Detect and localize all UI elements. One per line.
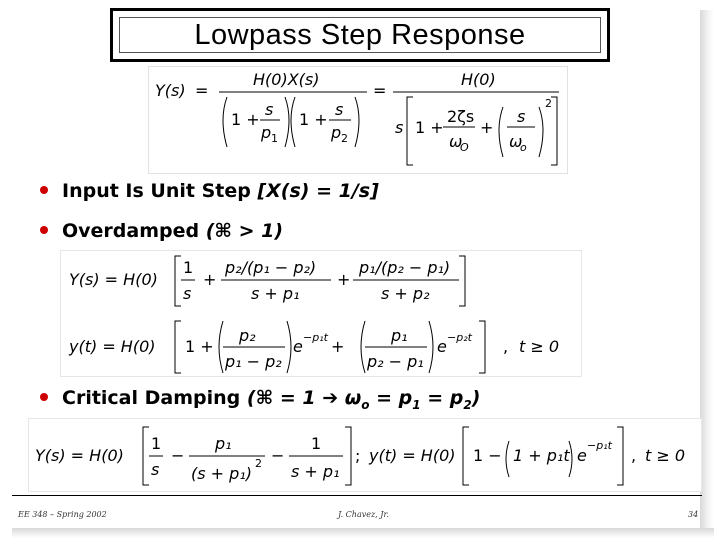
footer-course: EE 348 – Spring 2002	[18, 510, 107, 519]
eq1-wo-sub: O	[460, 141, 469, 154]
eq1-p2: p	[331, 123, 342, 142]
eq1-1c: 1 +	[415, 118, 444, 137]
eq1-num: H(0)X(s)	[253, 70, 320, 89]
eq4-exp: −p₁t	[587, 439, 612, 452]
bullet-critical-damping	[40, 387, 480, 412]
eq1-paren-l1	[223, 97, 227, 147]
eq4-1: 1	[151, 434, 162, 453]
bullet-3-open: (⌘ = 1	[246, 387, 323, 409]
eq3-1: 1 +	[185, 337, 214, 356]
eq1-num2: H(0)	[461, 70, 496, 89]
eq2-den1: s + p₁	[251, 284, 300, 303]
eq1-paren-r3	[539, 107, 543, 157]
eq1-paren-l3	[499, 107, 503, 157]
eq4-rhs: y(t) = H(0)	[369, 446, 456, 465]
eq4-1c: 1 −	[473, 446, 502, 465]
eq3-p2: p₂	[239, 326, 256, 345]
equation-2-3	[60, 250, 582, 377]
footer-page-number: 34	[688, 510, 699, 519]
bullet-3-omega-sub: o	[361, 397, 370, 412]
eq2-bracket-l	[175, 256, 181, 306]
eq1-wo: ω	[449, 132, 463, 151]
eq2-num1: p₂/(p₁ − p₂)	[225, 258, 317, 277]
equation-4	[28, 418, 702, 492]
eq1-1a: 1 +	[231, 110, 260, 129]
eq3-den2: p₂ − p₁	[367, 352, 424, 371]
slide-shadow-right	[700, 10, 714, 536]
bullet-2-italic: (⌘ > 1)	[205, 220, 284, 242]
bullet-dot	[40, 186, 48, 194]
equation-4-svg	[29, 419, 701, 491]
bullet-3-omega: ω	[338, 387, 362, 409]
eq4-sq: 2	[255, 457, 262, 470]
bullet-dot	[40, 393, 48, 401]
eq3-den1: p₁ − p₂	[225, 352, 282, 371]
bullet-dot	[40, 226, 48, 234]
eq4-bracket-l1	[143, 427, 149, 485]
eq3-paren-r2	[429, 321, 433, 373]
eq4-bracket-l2	[463, 427, 469, 485]
eq3-lhs: y(t) = H(0)	[69, 337, 156, 356]
eq4-e: e	[577, 446, 587, 465]
eq4-inner: 1 + p₁t	[513, 446, 570, 465]
slide-title: Lowpass Step Response	[194, 19, 526, 51]
eq4-minus2: −	[271, 446, 285, 465]
footer-author: J. Chavez, Jr.	[338, 510, 389, 519]
eq2-num2: p₁/(p₂ − p₁)	[359, 258, 451, 277]
arrow-right-icon: ➔	[322, 387, 339, 409]
eq3-p1: p₁	[391, 326, 408, 345]
eq3-exp2: −p₂t	[447, 331, 472, 344]
eq1-eq: =	[195, 81, 209, 100]
eq1-wo2: ω	[509, 132, 523, 151]
eq1-sq: 2	[545, 97, 552, 110]
eq3-e1: e	[293, 337, 303, 356]
eq4-den1: (s + p₁)	[191, 464, 252, 483]
eq2-plus2: +	[337, 270, 351, 289]
bullet-2-text: Overdamped	[62, 220, 206, 242]
eq2-1: 1	[183, 258, 194, 277]
eq1-Ys: Y(s)	[155, 81, 186, 100]
eq1-s: s	[395, 118, 404, 137]
eq3-e2: e	[437, 337, 447, 356]
eq1-s3: s	[517, 107, 526, 126]
eq4-cond: t ≥ 0	[645, 446, 686, 465]
eq2-plus1: +	[203, 270, 217, 289]
eq3-cond: t ≥ 0	[519, 337, 560, 356]
bullet-1-italic: [X(s) = 1/s]	[257, 180, 379, 202]
title-box	[110, 8, 610, 62]
eq2-den2: s + p₂	[381, 284, 430, 303]
eq4-bracket-r2	[617, 427, 623, 485]
eq4-lhs: Y(s) = H(0)	[35, 446, 124, 465]
eq1-paren-r2	[355, 97, 359, 147]
bullet-3-eq1: = p	[369, 387, 413, 409]
eq4-comma: ,	[631, 446, 637, 465]
bullet-3-p1-sub: 1	[412, 397, 421, 412]
eq1-paren-l2	[291, 97, 295, 147]
eq3-plus: +	[331, 337, 345, 356]
eq4-paren-l	[506, 441, 509, 477]
slide-bottom-rule	[12, 495, 702, 496]
eq4-minus1: −	[171, 446, 185, 465]
eq4-p1: p₁	[215, 434, 232, 453]
eq2-lhs: Y(s) = H(0)	[69, 270, 158, 289]
equation-1-svg	[149, 67, 567, 173]
eq3-paren-l2	[361, 321, 365, 373]
eq1-bracket-l	[407, 97, 413, 165]
eq2-s: s	[183, 284, 192, 303]
eq3-bracket-l	[175, 321, 181, 373]
eq4-den2: s + p₁	[291, 462, 340, 481]
eq1-1b: 1 +	[299, 110, 328, 129]
eq3-comma: ,	[503, 337, 509, 356]
eq1-plus: +	[480, 118, 494, 137]
eq4-s: s	[151, 460, 160, 479]
eq1-p1-sub: 1	[271, 132, 278, 145]
eq1-p2-sub: 2	[341, 132, 348, 145]
eq1-p1: p	[261, 123, 272, 142]
eq3-paren-l1	[219, 321, 223, 373]
eq3-paren-r1	[287, 321, 291, 373]
equation-1	[148, 66, 568, 174]
bullet-1-text: Input Is Unit Step	[62, 180, 258, 202]
bullet-3-text: Critical Damping	[62, 387, 247, 409]
eq3-bracket-r	[479, 321, 485, 373]
eq1-s1: s	[265, 100, 274, 119]
eq1-wo2-sub: o	[520, 141, 527, 154]
eq4-semi: ;	[355, 446, 361, 465]
bullet-overdamped	[40, 220, 283, 242]
bullet-3-eq2: = p	[420, 387, 464, 409]
bullet-input-unit-step	[40, 180, 379, 202]
eq2-bracket-r	[459, 256, 465, 306]
eq3-exp1: −p₁t	[303, 331, 328, 344]
slide-shadow-bottom	[12, 528, 714, 538]
eq1-eq2: =	[373, 81, 387, 100]
eq4-bracket-r1	[345, 427, 351, 485]
bullet-3-p2-sub: 2	[463, 397, 472, 412]
eq1-paren-r1	[285, 97, 289, 147]
eq4-1b: 1	[311, 434, 322, 453]
bullet-3-close: )	[471, 387, 481, 409]
equation-2-3-svg	[61, 251, 581, 376]
eq1-2zs: 2ζs	[447, 107, 475, 126]
eq1-s2: s	[335, 100, 344, 119]
